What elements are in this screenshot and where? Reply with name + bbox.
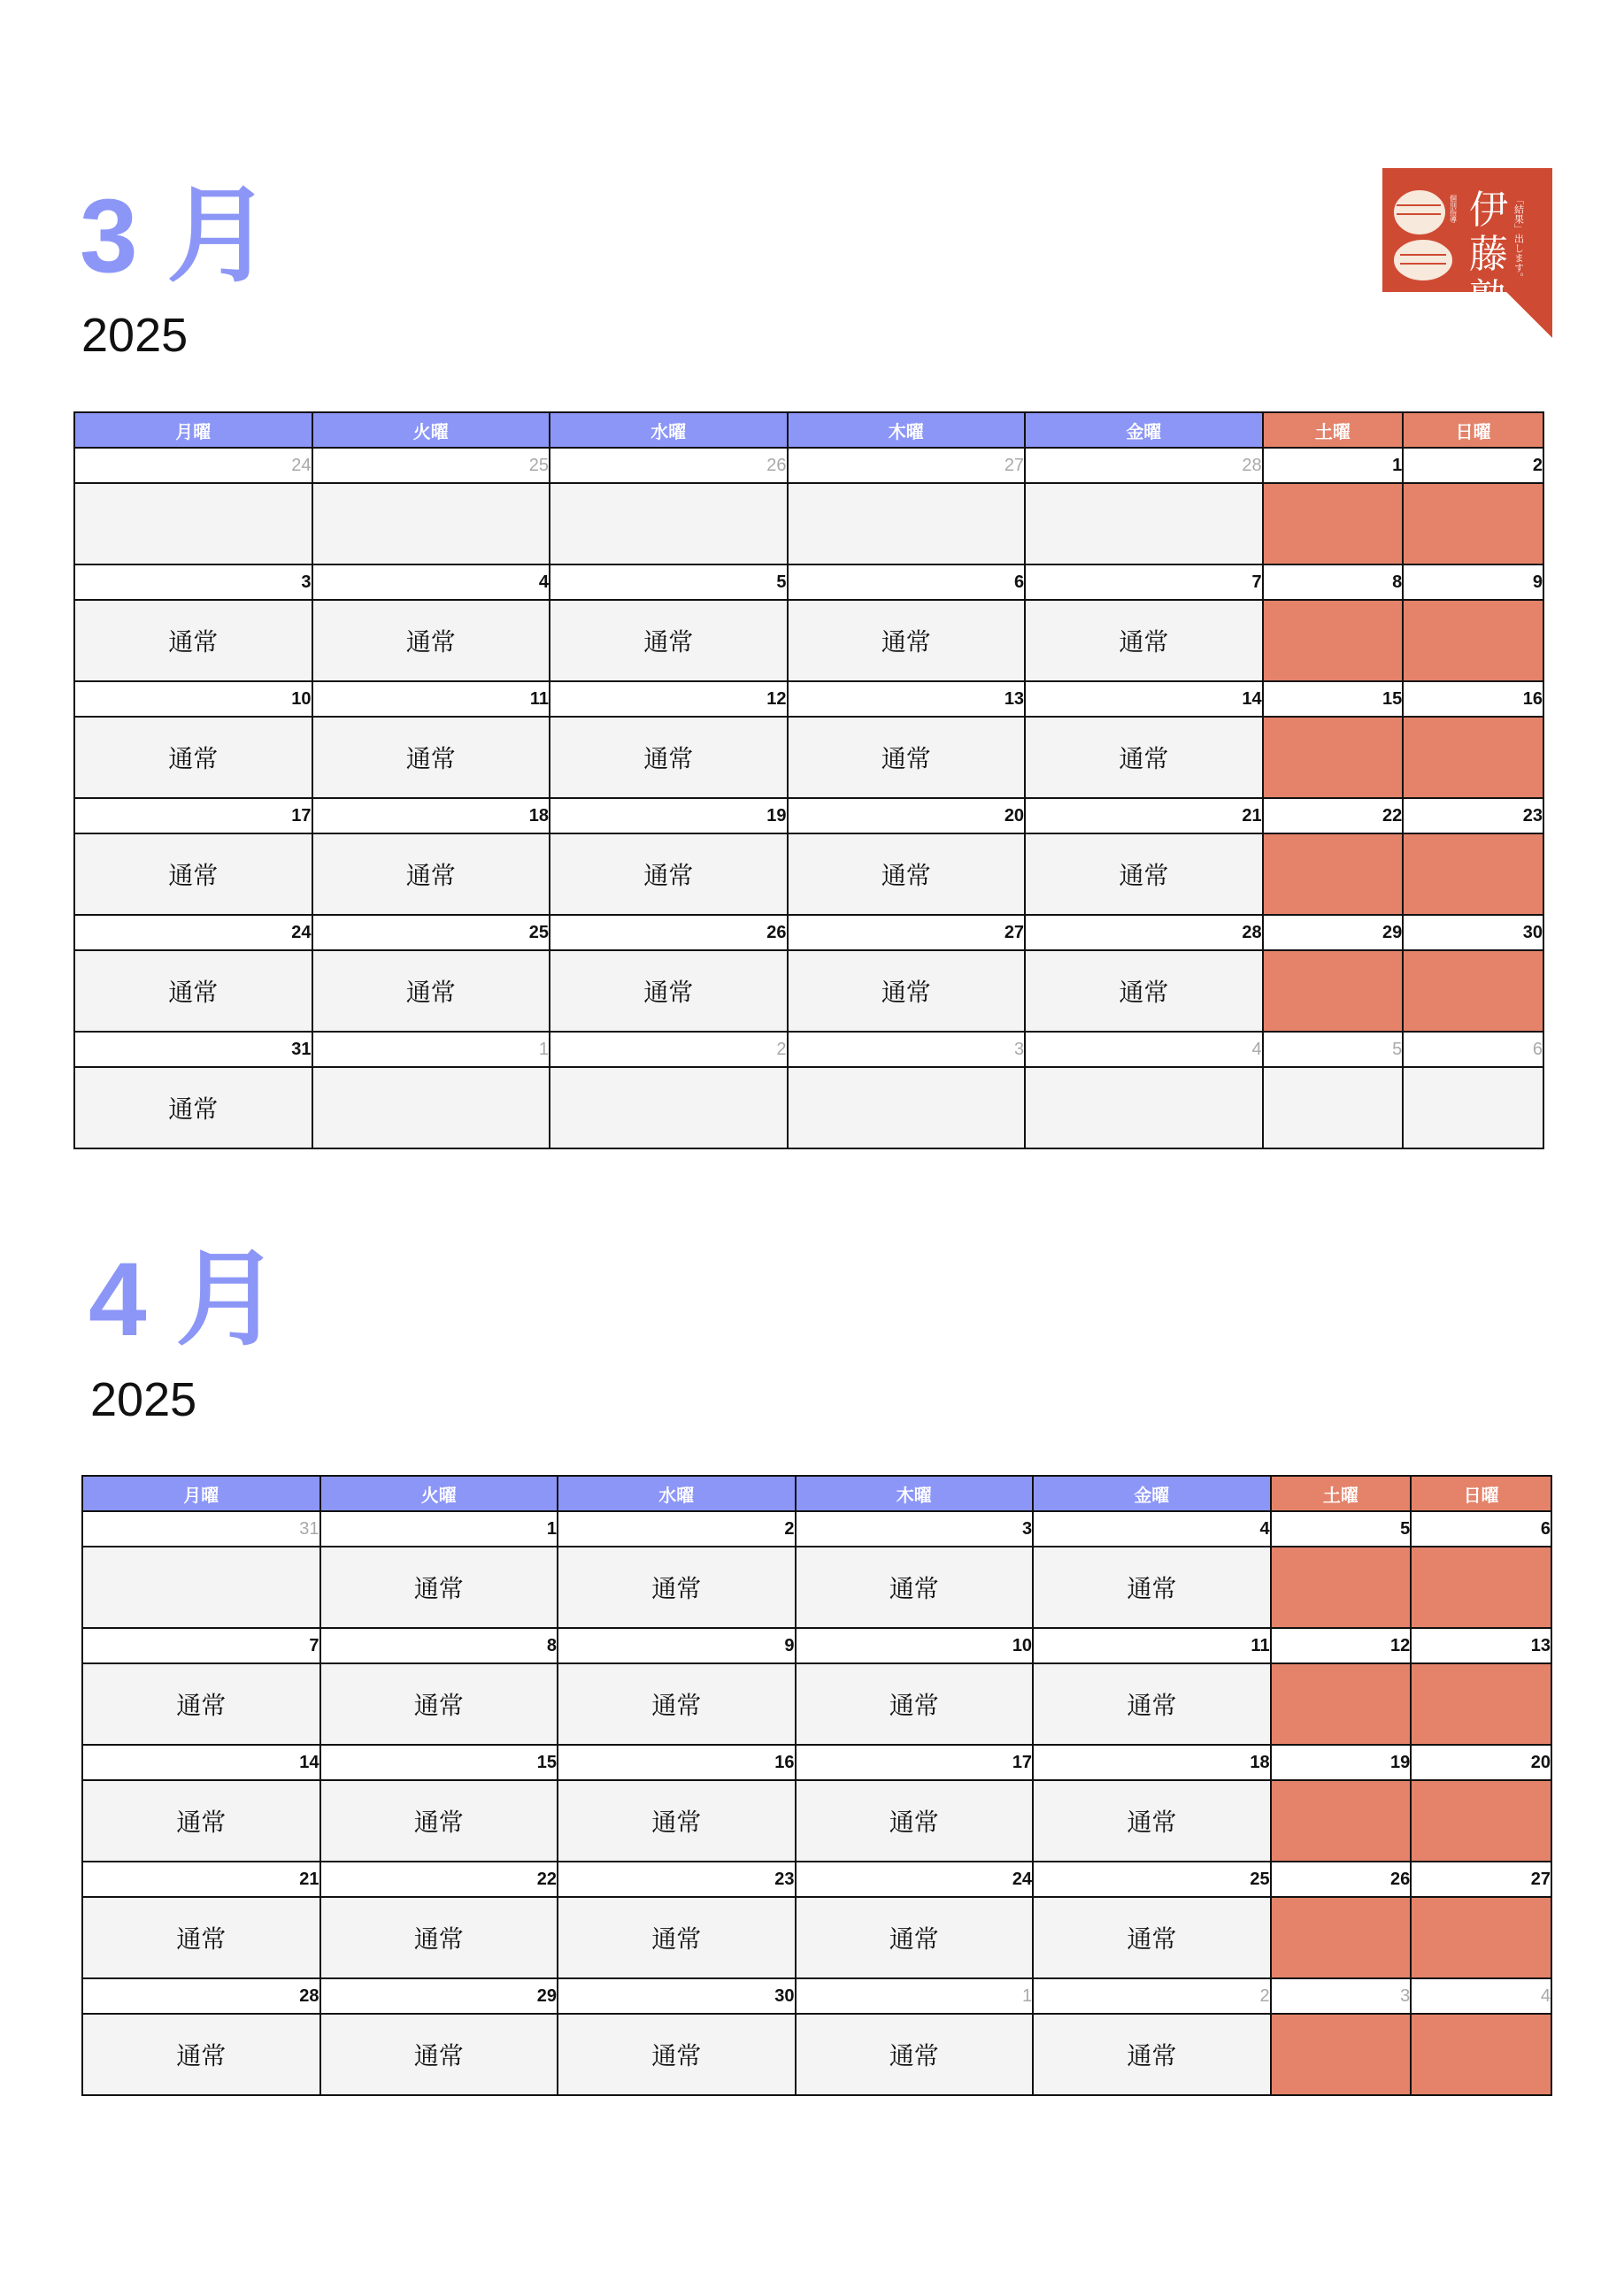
week-body-row xyxy=(82,1897,1551,1978)
day-cell xyxy=(1263,1067,1404,1148)
week-body-row xyxy=(74,950,1543,1032)
weekday-header-wed: 水曜 xyxy=(550,412,788,448)
date-number: 16 xyxy=(558,1745,796,1780)
week-body-row xyxy=(74,1067,1543,1148)
week-date-row xyxy=(74,798,1543,833)
svg-text:「結果」出します。: 「結果」出します。 xyxy=(1512,195,1525,282)
week-body-row xyxy=(74,483,1543,564)
day-cell xyxy=(788,1067,1026,1148)
date-number: 24 xyxy=(74,915,312,950)
day-cell: 通常 xyxy=(788,600,1026,681)
day-cell: 通常 xyxy=(788,833,1026,915)
day-cell: 通常 xyxy=(796,1780,1034,1862)
date-number: 11 xyxy=(1033,1628,1271,1663)
date-number: 15 xyxy=(1263,681,1404,717)
weekday-header-row xyxy=(74,412,1543,448)
day-cell: 通常 xyxy=(796,1663,1034,1745)
week-date-row xyxy=(82,1978,1551,2014)
svg-text:個別指導: 個別指導 xyxy=(1449,195,1458,223)
day-cell xyxy=(1271,1547,1412,1628)
date-number: 3 xyxy=(788,1032,1026,1067)
day-cell: 通常 xyxy=(1025,717,1263,798)
day-cell: 通常 xyxy=(1025,600,1263,681)
day-cell: 通常 xyxy=(1025,950,1263,1032)
date-number: 13 xyxy=(1411,1628,1551,1663)
week-date-row xyxy=(74,915,1543,950)
date-number: 18 xyxy=(312,798,550,833)
weekday-header-sun: 日曜 xyxy=(1403,412,1543,448)
day-cell xyxy=(1271,1663,1412,1745)
date-number: 3 xyxy=(796,1511,1034,1547)
date-number: 1 xyxy=(320,1511,558,1547)
week-body-row xyxy=(82,1663,1551,1745)
date-number: 20 xyxy=(788,798,1026,833)
date-number: 24 xyxy=(74,448,312,483)
day-cell xyxy=(1263,833,1404,915)
date-number: 27 xyxy=(788,448,1026,483)
itojuku-logo xyxy=(1382,168,1552,338)
date-number: 26 xyxy=(550,915,788,950)
svg-text:伊: 伊 xyxy=(1469,188,1508,233)
day-cell: 通常 xyxy=(550,950,788,1032)
date-number: 21 xyxy=(82,1862,320,1897)
date-number: 16 xyxy=(1403,681,1543,717)
day-cell: 通常 xyxy=(558,1780,796,1862)
week-date-row xyxy=(82,1511,1551,1547)
day-cell xyxy=(1403,483,1543,564)
day-cell xyxy=(550,1067,788,1148)
day-cell xyxy=(1025,1067,1263,1148)
date-number: 4 xyxy=(312,564,550,600)
week-body-row xyxy=(74,833,1543,915)
date-number: 6 xyxy=(1411,1511,1551,1547)
day-cell: 通常 xyxy=(788,950,1026,1032)
date-number: 3 xyxy=(1271,1978,1412,2014)
day-cell: 通常 xyxy=(1033,1897,1271,1978)
day-cell: 通常 xyxy=(796,1547,1034,1628)
day-cell xyxy=(312,1067,550,1148)
march-year: 2025 xyxy=(81,309,189,362)
date-number: 3 xyxy=(74,564,312,600)
date-number: 5 xyxy=(550,564,788,600)
date-number: 6 xyxy=(788,564,1026,600)
weekday-header-mon: 月曜 xyxy=(74,412,312,448)
date-number: 2 xyxy=(1403,448,1543,483)
day-cell xyxy=(1025,483,1263,564)
day-cell: 通常 xyxy=(74,600,312,681)
date-number: 4 xyxy=(1033,1511,1271,1547)
week-body-row xyxy=(74,600,1543,681)
date-number: 1 xyxy=(796,1978,1034,2014)
week-body-row xyxy=(82,1547,1551,1628)
date-number: 27 xyxy=(1411,1862,1551,1897)
day-cell: 通常 xyxy=(558,1547,796,1628)
day-cell xyxy=(1403,1067,1543,1148)
day-cell: 通常 xyxy=(558,1897,796,1978)
date-number: 7 xyxy=(1025,564,1263,600)
weekday-header-wed: 水曜 xyxy=(558,1476,796,1511)
day-cell: 通常 xyxy=(550,717,788,798)
date-number: 31 xyxy=(82,1511,320,1547)
date-number: 6 xyxy=(1403,1032,1543,1067)
date-number: 29 xyxy=(1263,915,1404,950)
day-cell xyxy=(82,1547,320,1628)
day-cell: 通常 xyxy=(320,1897,558,1978)
date-number: 8 xyxy=(1263,564,1404,600)
date-number: 9 xyxy=(558,1628,796,1663)
day-cell: 通常 xyxy=(796,2014,1034,2095)
date-number: 12 xyxy=(550,681,788,717)
date-number: 15 xyxy=(320,1745,558,1780)
date-number: 10 xyxy=(796,1628,1034,1663)
day-cell: 通常 xyxy=(74,950,312,1032)
day-cell xyxy=(1403,950,1543,1032)
day-cell: 通常 xyxy=(82,1663,320,1745)
weekday-header-tue: 火曜 xyxy=(312,412,550,448)
date-number: 29 xyxy=(320,1978,558,2014)
date-number: 2 xyxy=(558,1511,796,1547)
day-cell xyxy=(74,483,312,564)
date-number: 2 xyxy=(1033,1978,1271,2014)
date-number: 17 xyxy=(74,798,312,833)
date-number: 24 xyxy=(796,1862,1034,1897)
weekday-header-mon: 月曜 xyxy=(82,1476,320,1511)
week-body-row xyxy=(82,1780,1551,1862)
day-cell: 通常 xyxy=(558,1663,796,1745)
week-date-row xyxy=(82,1862,1551,1897)
day-cell: 通常 xyxy=(82,1780,320,1862)
day-cell: 通常 xyxy=(74,1067,312,1148)
date-number: 7 xyxy=(82,1628,320,1663)
day-cell xyxy=(1403,833,1543,915)
date-number: 11 xyxy=(312,681,550,717)
day-cell: 通常 xyxy=(320,1663,558,1745)
weekday-header-row xyxy=(82,1476,1551,1511)
week-date-row xyxy=(82,1745,1551,1780)
date-number: 25 xyxy=(1033,1862,1271,1897)
date-number: 23 xyxy=(1403,798,1543,833)
date-number: 25 xyxy=(312,448,550,483)
date-number: 12 xyxy=(1271,1628,1412,1663)
date-number: 13 xyxy=(788,681,1026,717)
weekday-header-thu: 木曜 xyxy=(788,412,1026,448)
date-number: 20 xyxy=(1411,1745,1551,1780)
weekday-header-fri: 金曜 xyxy=(1033,1476,1271,1511)
day-cell xyxy=(550,483,788,564)
day-cell: 通常 xyxy=(312,950,550,1032)
svg-text:塾: 塾 xyxy=(1469,276,1508,321)
date-number: 1 xyxy=(312,1032,550,1067)
weekday-header-thu: 木曜 xyxy=(796,1476,1034,1511)
date-number: 30 xyxy=(558,1978,796,2014)
date-number: 1 xyxy=(1263,448,1404,483)
day-cell xyxy=(1263,483,1404,564)
week-date-row xyxy=(74,448,1543,483)
day-cell: 通常 xyxy=(312,717,550,798)
day-cell xyxy=(1403,717,1543,798)
april-title: 4 月 xyxy=(89,1241,281,1358)
date-number: 22 xyxy=(320,1862,558,1897)
day-cell xyxy=(1411,1780,1551,1862)
day-cell xyxy=(1411,1897,1551,1978)
weekday-header-sat: 土曜 xyxy=(1271,1476,1412,1511)
date-number: 22 xyxy=(1263,798,1404,833)
date-number: 26 xyxy=(1271,1862,1412,1897)
day-cell xyxy=(1271,2014,1412,2095)
weekday-header-fri: 金曜 xyxy=(1025,412,1263,448)
day-cell: 通常 xyxy=(312,600,550,681)
week-body-row xyxy=(82,2014,1551,2095)
weekday-header-sun: 日曜 xyxy=(1411,1476,1551,1511)
date-number: 28 xyxy=(82,1978,320,2014)
week-date-row xyxy=(74,681,1543,717)
date-number: 25 xyxy=(312,915,550,950)
day-cell: 通常 xyxy=(312,833,550,915)
date-number: 5 xyxy=(1263,1032,1404,1067)
day-cell xyxy=(1271,1897,1412,1978)
day-cell: 通常 xyxy=(550,600,788,681)
day-cell xyxy=(312,483,550,564)
week-date-row xyxy=(74,564,1543,600)
day-cell xyxy=(1411,1663,1551,1745)
date-number: 4 xyxy=(1411,1978,1551,2014)
march-calendar xyxy=(73,411,1544,1149)
date-number: 27 xyxy=(788,915,1026,950)
day-cell xyxy=(1411,1547,1551,1628)
day-cell: 通常 xyxy=(82,2014,320,2095)
date-number: 19 xyxy=(550,798,788,833)
date-number: 28 xyxy=(1025,448,1263,483)
day-cell xyxy=(1263,600,1404,681)
day-cell: 通常 xyxy=(320,1547,558,1628)
week-date-row xyxy=(82,1628,1551,1663)
date-number: 18 xyxy=(1033,1745,1271,1780)
date-number: 17 xyxy=(796,1745,1034,1780)
day-cell xyxy=(1271,1780,1412,1862)
weekday-header-sat: 土曜 xyxy=(1263,412,1404,448)
day-cell: 通常 xyxy=(1033,1663,1271,1745)
april-year: 2025 xyxy=(90,1373,197,1426)
april-calendar xyxy=(81,1475,1552,2096)
svg-text:藤: 藤 xyxy=(1469,232,1508,277)
date-number: 2 xyxy=(550,1032,788,1067)
date-number: 30 xyxy=(1403,915,1543,950)
day-cell: 通常 xyxy=(320,2014,558,2095)
day-cell: 通常 xyxy=(1033,2014,1271,2095)
week-body-row xyxy=(74,717,1543,798)
day-cell xyxy=(1411,2014,1551,2095)
day-cell: 通常 xyxy=(320,1780,558,1862)
day-cell: 通常 xyxy=(82,1897,320,1978)
date-number: 19 xyxy=(1271,1745,1412,1780)
date-number: 31 xyxy=(74,1032,312,1067)
day-cell: 通常 xyxy=(1025,833,1263,915)
day-cell: 通常 xyxy=(74,717,312,798)
date-number: 14 xyxy=(1025,681,1263,717)
day-cell: 通常 xyxy=(74,833,312,915)
date-number: 23 xyxy=(558,1862,796,1897)
week-date-row xyxy=(74,1032,1543,1067)
date-number: 8 xyxy=(320,1628,558,1663)
date-number: 21 xyxy=(1025,798,1263,833)
date-number: 10 xyxy=(74,681,312,717)
day-cell: 通常 xyxy=(550,833,788,915)
day-cell: 通常 xyxy=(796,1897,1034,1978)
day-cell: 通常 xyxy=(558,2014,796,2095)
weekday-header-tue: 火曜 xyxy=(320,1476,558,1511)
date-number: 26 xyxy=(550,448,788,483)
date-number: 14 xyxy=(82,1745,320,1780)
day-cell: 通常 xyxy=(788,717,1026,798)
day-cell xyxy=(1263,950,1404,1032)
day-cell: 通常 xyxy=(1033,1780,1271,1862)
day-cell: 通常 xyxy=(1033,1547,1271,1628)
march-title: 3 月 xyxy=(80,178,272,295)
day-cell xyxy=(788,483,1026,564)
date-number: 9 xyxy=(1403,564,1543,600)
day-cell xyxy=(1263,717,1404,798)
date-number: 5 xyxy=(1271,1511,1412,1547)
day-cell xyxy=(1403,600,1543,681)
date-number: 4 xyxy=(1025,1032,1263,1067)
date-number: 28 xyxy=(1025,915,1263,950)
